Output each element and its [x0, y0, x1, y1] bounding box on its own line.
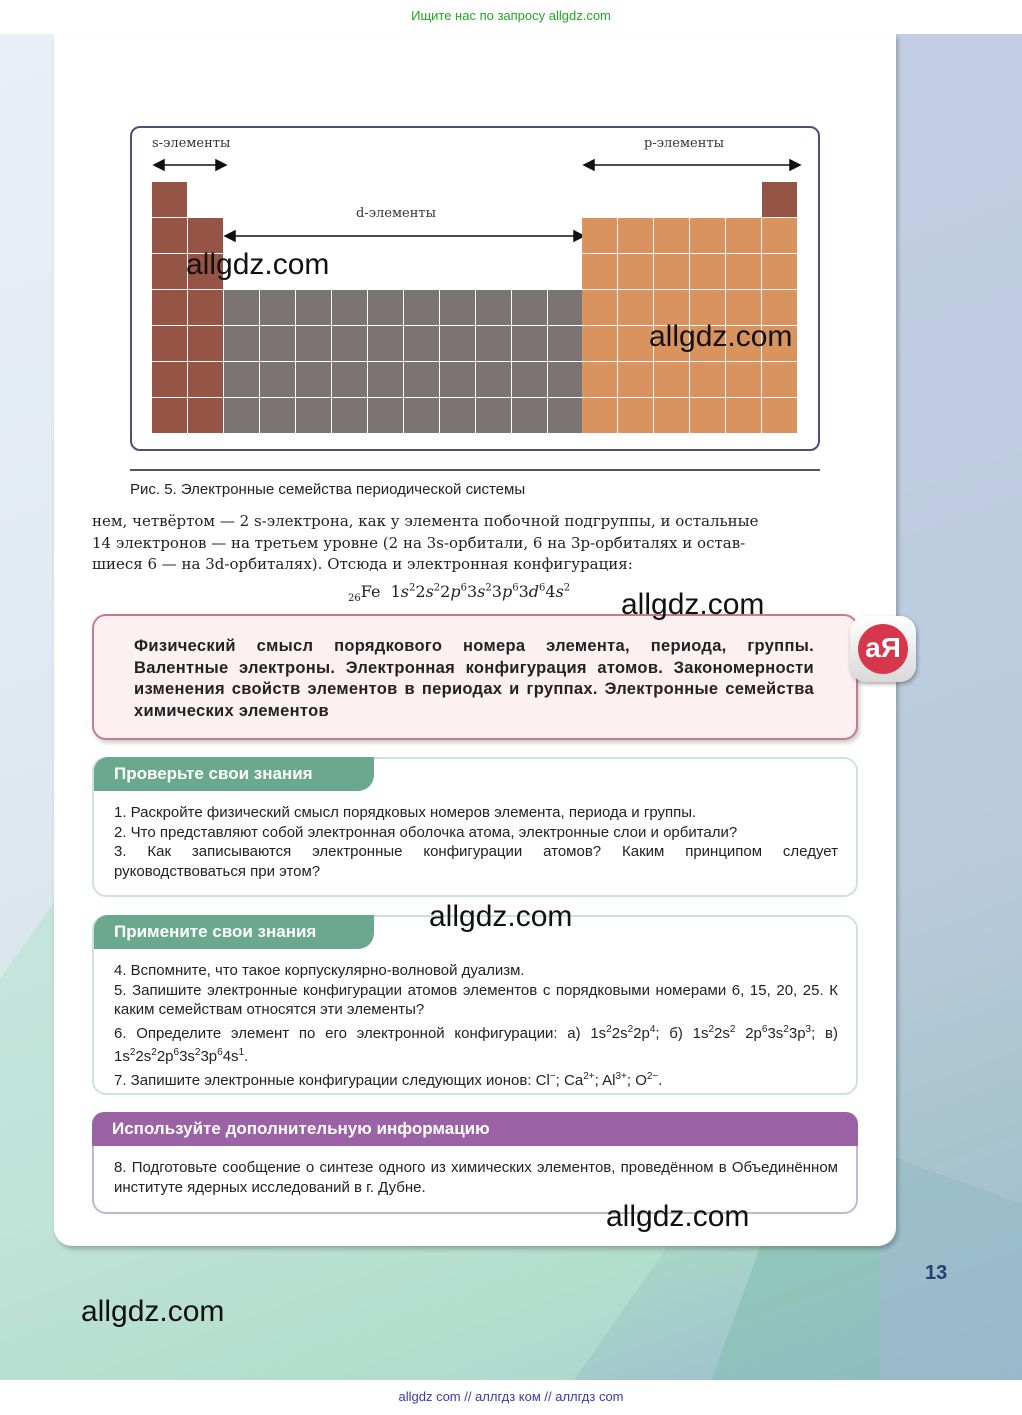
keywords-box [92, 614, 858, 740]
watermark: allgdz.com [649, 320, 793, 353]
table-cell [152, 290, 187, 325]
table-cell [512, 398, 547, 433]
body-line-2: 14 электронов — на третьем уровне (2 на 3s-орбитали, 6 на 3p-орбиталях и остав- [92, 534, 746, 552]
table-cell [332, 290, 367, 325]
table-cell [654, 362, 689, 397]
watermark: allgdz.com [186, 248, 330, 281]
table-cell [512, 326, 547, 361]
table-cell [690, 362, 725, 397]
table-cell [548, 398, 583, 433]
table-cell [368, 398, 403, 433]
apply-knowledge-section [92, 915, 858, 1095]
table-cell [548, 362, 583, 397]
table-cell [152, 182, 187, 217]
table-cell [618, 398, 653, 433]
table-cell [690, 218, 725, 253]
table-cell [512, 290, 547, 325]
table-cell [224, 398, 259, 433]
table-cell [618, 290, 653, 325]
table-cell [476, 290, 511, 325]
watermark: allgdz.com [81, 1295, 225, 1328]
table-cell [548, 326, 583, 361]
table-cell [260, 290, 295, 325]
table-cell [512, 362, 547, 397]
table-cell [582, 398, 617, 433]
check-knowledge-list [114, 803, 838, 881]
table-cell [762, 398, 797, 433]
table-cell [260, 398, 295, 433]
question-item: 6. Определите элемент по его электронной конфигурации: а) $1s^22s^22p^4$; б) $1s^22s^2$ $2p^63s^23p^3$; в) $1s^22s^22p^63s^23p^64s^1$. [114, 1023, 838, 1065]
table-cell [260, 362, 295, 397]
table-cell [188, 326, 223, 361]
table-cell [152, 254, 187, 289]
figure-caption: Рис. 5. Электронные семейства периодической системы [130, 481, 526, 498]
question-item: 1. Раскройте физический смысл порядковых номеров элемента, периода и группы. [114, 804, 697, 821]
watermark: allgdz.com [621, 588, 765, 621]
table-cell [762, 362, 797, 397]
table-cell [654, 254, 689, 289]
table-cell [404, 326, 439, 361]
table-cell [762, 182, 797, 217]
extra-info-text: 8. Подготовьте сообщение о синтезе одного из химических элементов, проведённом в Объединённом институте ядерных исследований в г. Дубне. [114, 1159, 838, 1196]
table-cell [762, 254, 797, 289]
table-cell [332, 398, 367, 433]
table-cell [440, 326, 475, 361]
table-cell [440, 398, 475, 433]
table-cell [618, 254, 653, 289]
table-cell [296, 398, 331, 433]
table-cell [690, 398, 725, 433]
table-cell [690, 254, 725, 289]
table-cell [440, 290, 475, 325]
table-cell [726, 398, 761, 433]
table-cell [296, 326, 331, 361]
extra-info-title: Используйте дополнительную информацию [92, 1112, 858, 1146]
table-cell [224, 290, 259, 325]
table-cell [762, 218, 797, 253]
figure-rule [130, 469, 820, 471]
table-cell [296, 362, 331, 397]
table-cell [582, 218, 617, 253]
table-cell [404, 362, 439, 397]
ay-logo-icon: аЯ [850, 616, 916, 682]
check-knowledge-title: Проверьте свои знания [94, 757, 374, 791]
table-cell [188, 398, 223, 433]
body-line-1: нем, четвёртом — 2 s-электрона, как у элемента побочной подгруппы, и остальные [92, 512, 759, 530]
table-cell [188, 290, 223, 325]
table-cell [476, 326, 511, 361]
table-cell [152, 362, 187, 397]
table-cell [296, 290, 331, 325]
apply-knowledge-list [114, 961, 838, 1090]
table-cell [440, 362, 475, 397]
table-cell [726, 218, 761, 253]
table-cell [654, 218, 689, 253]
table-cell [152, 398, 187, 433]
check-knowledge-section [92, 757, 858, 897]
s-elements-label: s-элементы [152, 136, 231, 151]
question-item: 3. Как записываются электронные конфигурации атомов? Каким принципом следует руководствоваться при этом? [114, 843, 838, 880]
question-item: 7. Запишите электронные конфигурации следующих ионов: Cl−; $Ca^{2+}$; $Al^{3+}$; $O^{2-}$. [114, 1070, 663, 1089]
watermark: allgdz.com [606, 1200, 750, 1233]
table-cell [582, 362, 617, 397]
table-cell [618, 218, 653, 253]
d-block [224, 290, 583, 433]
table-cell [618, 362, 653, 397]
top-banner: Ищите нас по запросу allgdz.com [0, 0, 1022, 34]
p-elements-label: p-элементы [644, 136, 724, 151]
question-item: 5. Запишите электронные конфигурации атомов элементов с порядковыми номерами 6, 15, 20, 25. К каким семействам относятся эти элементы? [114, 981, 838, 1018]
table-cell [368, 290, 403, 325]
page-number: 13 [925, 1262, 948, 1284]
table-cell [618, 326, 653, 361]
table-cell [582, 254, 617, 289]
fe-configuration: $_{26}$Fe $1s^22s^22p^63s^23p^63d^64s^2$ [348, 582, 571, 605]
table-cell [476, 398, 511, 433]
body-line-3: шиеся 6 — на 3d-орбиталях). Отсюда и электронная конфигурация: [92, 555, 633, 573]
table-cell [404, 398, 439, 433]
s-block-group1 [152, 182, 187, 433]
table-cell [260, 326, 295, 361]
table-cell [332, 362, 367, 397]
d-elements-label: d-элементы [356, 206, 436, 221]
table-cell [188, 362, 223, 397]
table-cell [152, 218, 187, 253]
watermark: allgdz.com [429, 900, 573, 933]
table-cell [654, 398, 689, 433]
keywords-text: Физический смысл порядкового номера элемента, периода, группы. Валентные электроны. Электронная конфигурация атомов. Закономерности изменения свойств элементов в периодах и группах. Электронные семейства химических элементов [134, 637, 814, 720]
apply-knowledge-title: Примените свои знания [94, 915, 374, 949]
question-item: 4. Вспомните, что такое корпускулярно-волновой дуализм. [114, 962, 525, 979]
table-cell [582, 326, 617, 361]
table-cell [582, 290, 617, 325]
table-cell [368, 362, 403, 397]
table-cell [152, 326, 187, 361]
table-cell [224, 362, 259, 397]
periodic-families-figure [130, 126, 820, 451]
table-cell [332, 326, 367, 361]
table-cell [404, 290, 439, 325]
extra-info-section [92, 1112, 858, 1214]
question-item: 2. Что представляют собой электронная оболочка атома, электронные слои и орбитали? [114, 823, 738, 841]
p-block-top [762, 182, 797, 217]
bottom-bar: allgdz com // аллгдз ком // аллгдз com [0, 1380, 1022, 1415]
table-cell [224, 326, 259, 361]
table-cell [726, 362, 761, 397]
table-cell [368, 326, 403, 361]
table-cell [548, 290, 583, 325]
table-cell [476, 362, 511, 397]
table-cell [726, 254, 761, 289]
